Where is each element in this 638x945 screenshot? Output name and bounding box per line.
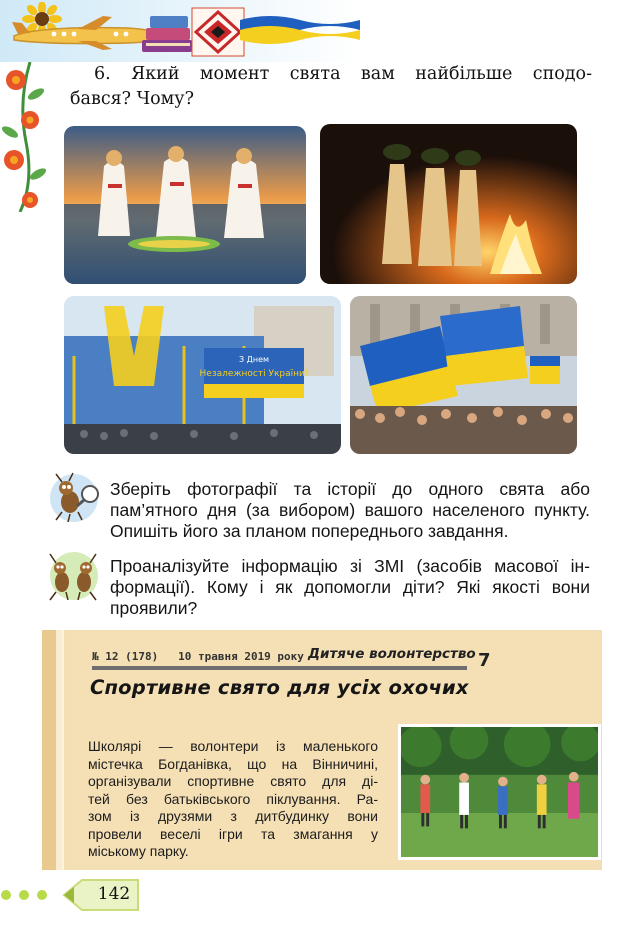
instruction-2-line-3: проявили? (110, 598, 198, 618)
page-number: 142 (97, 884, 131, 904)
ant-magnifier-icon (44, 472, 104, 524)
newspaper-article (88, 738, 378, 861)
photo-independence-stage (64, 296, 341, 454)
flag-ribbon-icon (240, 12, 360, 48)
instruction-analyze-media (110, 556, 590, 619)
books-icon (140, 10, 196, 56)
instruction-collect-photos (110, 479, 590, 542)
instruction-2-line-2: формації). Кому і як допомогли діти? Які якості вони (110, 577, 590, 597)
article-line: зом із друзями з дитбудинку вони (88, 808, 378, 824)
photo-kupala-water (64, 126, 306, 284)
ants-discussing-icon (42, 550, 102, 602)
article-line: тей без батьківського піклування. Ра- (88, 790, 378, 807)
instruction-2-line-1: Проаналізуйте інформацію зі ЗМІ (засобів масової ін- (110, 556, 590, 576)
newspaper-headline: Спортивне свято для усіх охочих (90, 676, 469, 699)
article-line: провели веселі ігри та змагання у (88, 825, 378, 842)
instruction-1-line-1: Зберіть фотографії та історії до одного свята або (110, 479, 590, 499)
footer-dots (0, 888, 60, 902)
article-line: організували спортивне свято для ді- (88, 773, 378, 789)
instruction-1-line-2: пам’ятного дня (за вибором) вашого населеного пункту. (110, 500, 590, 520)
stage-banner-line2: Незалежності України! (199, 369, 309, 379)
task-line-2: бався? Чому? (70, 89, 194, 109)
stage-banner-line1: З Днем (238, 355, 270, 364)
headline-rule (92, 666, 467, 670)
newspaper-photo-park-games (398, 724, 601, 860)
task-line-1: 6. Який момент свята вам найбільше сподо- (94, 64, 592, 84)
newspaper-spine-stripe (56, 630, 62, 870)
embroidery-icon (190, 6, 246, 58)
article-line: Школярі — волонтери із маленького (88, 738, 378, 754)
article-line: містечка Богданівка, що на Вінничині, (88, 755, 378, 772)
floral-ornament (0, 62, 48, 212)
article-line: міському парку. (88, 843, 189, 859)
newspaper-rubric: Дитяче волонтерство (308, 646, 476, 662)
instruction-1-line-3: Опишіть його за планом попереднього завдання. (110, 521, 509, 541)
photo-kupala-fire (320, 124, 577, 284)
newspaper-page-number: 7 (478, 650, 491, 671)
photo-crowd-flags (350, 296, 577, 454)
task-question (70, 62, 592, 112)
newspaper-issue-date: № 12 (178) 10 травня 2019 року (92, 650, 304, 663)
